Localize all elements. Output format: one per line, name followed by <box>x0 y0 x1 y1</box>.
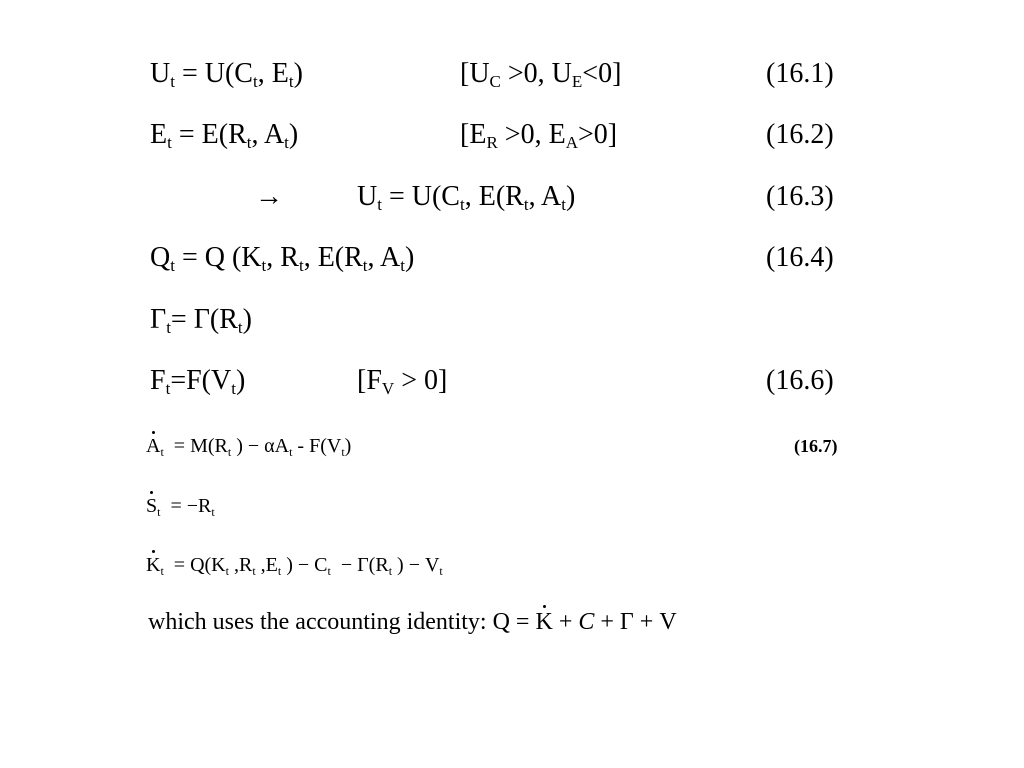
eq-rhs: , E(R <box>464 181 524 212</box>
eq-rhs: , R <box>266 242 299 273</box>
subscript: t <box>225 564 229 578</box>
arrow-icon: → <box>255 181 283 212</box>
subscript: t <box>170 256 175 275</box>
subscript: t <box>166 318 171 337</box>
eq-rhs: = Q (K <box>174 242 262 273</box>
subscript: t <box>289 445 293 459</box>
eq-rhs: , A <box>528 181 562 212</box>
subscript: t <box>160 564 164 578</box>
eq-rhs: , E <box>257 58 289 89</box>
eq-rhs: , E(R <box>303 242 363 273</box>
eq-lhs: U <box>357 181 378 212</box>
eq-rhs: ) − V <box>392 554 440 576</box>
subscript: t <box>284 133 289 152</box>
subscript: t <box>237 318 243 337</box>
condition-text: >0, E <box>497 119 566 150</box>
eq-rhs: , A <box>367 242 401 273</box>
accounting-identity-note <box>148 607 677 637</box>
eq-rhs: = Γ(R <box>170 304 238 335</box>
eq-rhs: = M(R <box>163 435 228 457</box>
note-text: which uses the accounting identity: Q = <box>148 609 536 635</box>
eq-rhs: = U(C <box>174 58 253 89</box>
note-text: + <box>552 609 579 635</box>
eq-rhs: = Q(K <box>163 554 226 576</box>
equation-s-dot <box>146 493 215 519</box>
equation-number: (16.2) <box>766 119 834 150</box>
equation-16-3 <box>357 180 575 214</box>
eq-rhs: ) <box>344 435 352 457</box>
note-text: + Γ + V <box>594 609 677 635</box>
subscript: C <box>489 72 501 91</box>
eq-rhs: ) <box>288 119 299 150</box>
subscript: t <box>459 195 465 214</box>
subscript: R <box>486 133 498 152</box>
eq-rhs: ) <box>242 304 252 335</box>
eq-rhs: =F(V <box>170 365 232 396</box>
subscript: t <box>388 564 393 578</box>
subscript: t <box>277 564 282 578</box>
eq-rhs: = U(C <box>381 181 460 212</box>
eq-rhs: ) <box>235 365 246 396</box>
eq-rhs: ) − C <box>281 554 328 576</box>
eq-lhs: Γ <box>150 304 167 335</box>
equation-number: (16.3) <box>766 181 834 212</box>
subscript: t <box>160 445 164 459</box>
eq-lhs: F <box>150 365 166 396</box>
subscript: t <box>298 256 304 275</box>
eq-lhs: K <box>146 554 161 576</box>
subscript: t <box>439 564 443 578</box>
equation-16-4 <box>150 241 414 275</box>
eq-lhs: S <box>146 495 158 517</box>
subscript: t <box>523 195 529 214</box>
eq-rhs: = −R <box>160 495 212 517</box>
condition-16-1 <box>460 57 621 91</box>
condition-text: [U <box>460 58 490 89</box>
condition-text: <0] <box>582 58 622 89</box>
subscript: t <box>170 72 175 91</box>
eq-rhs: ,R <box>228 554 253 576</box>
condition-text: >0] <box>577 119 618 150</box>
equation-number: (16.7) <box>794 436 838 456</box>
equation-16-1 <box>150 57 303 91</box>
subscript: t <box>362 256 368 275</box>
condition-16-2 <box>460 118 617 152</box>
condition-text: [E <box>460 119 487 150</box>
subscript: t <box>211 505 215 519</box>
eq-lhs: A <box>146 435 161 457</box>
subscript: V <box>381 379 395 398</box>
eq-rhs: , A <box>251 119 285 150</box>
eq-rhs: ,E <box>255 554 278 576</box>
eq-rhs: ) <box>293 58 303 89</box>
subscript: t <box>231 379 236 398</box>
condition-text: >0, U <box>500 58 572 89</box>
subscript: t <box>400 256 405 275</box>
subscript: A <box>565 133 578 152</box>
equation-number: (16.1) <box>766 58 834 89</box>
note-k: K <box>535 609 553 635</box>
eq-rhs: ) <box>404 242 415 273</box>
condition-text: > 0] <box>394 365 448 396</box>
equation-k-dot <box>146 552 443 578</box>
eq-lhs: Q <box>150 242 171 273</box>
subscript: t <box>157 505 161 519</box>
condition-16-6 <box>357 364 447 398</box>
subscript: t <box>377 195 382 214</box>
equation-16-7 <box>146 433 351 459</box>
eq-lhs: E <box>150 119 168 150</box>
subscript: t <box>288 72 294 91</box>
eq-rhs: = E(R <box>171 119 247 150</box>
equation-gamma <box>150 303 252 337</box>
subscript: t <box>561 195 566 214</box>
eq-rhs: ) <box>565 181 576 212</box>
subscript: t <box>227 445 232 459</box>
subscript: t <box>341 445 345 459</box>
eq-rhs: ) − αA <box>231 435 290 457</box>
subscript: t <box>165 379 171 398</box>
eq-lhs: U <box>150 58 171 89</box>
subscript: t <box>327 564 331 578</box>
subscript: E <box>571 72 583 91</box>
subscript: t <box>252 72 258 91</box>
eq-rhs: - F(V <box>292 435 342 457</box>
subscript: t <box>252 564 256 578</box>
equation-number: (16.4) <box>766 242 834 273</box>
eq-rhs: − Γ(R <box>330 554 389 576</box>
equation-16-2 <box>150 118 298 152</box>
equation-number: (16.6) <box>766 365 834 396</box>
equation-16-6 <box>150 364 245 398</box>
condition-text: [F <box>357 365 382 396</box>
subscript: t <box>246 133 252 152</box>
subscript: t <box>261 256 267 275</box>
note-c: C <box>578 609 595 635</box>
subscript: t <box>167 133 172 152</box>
